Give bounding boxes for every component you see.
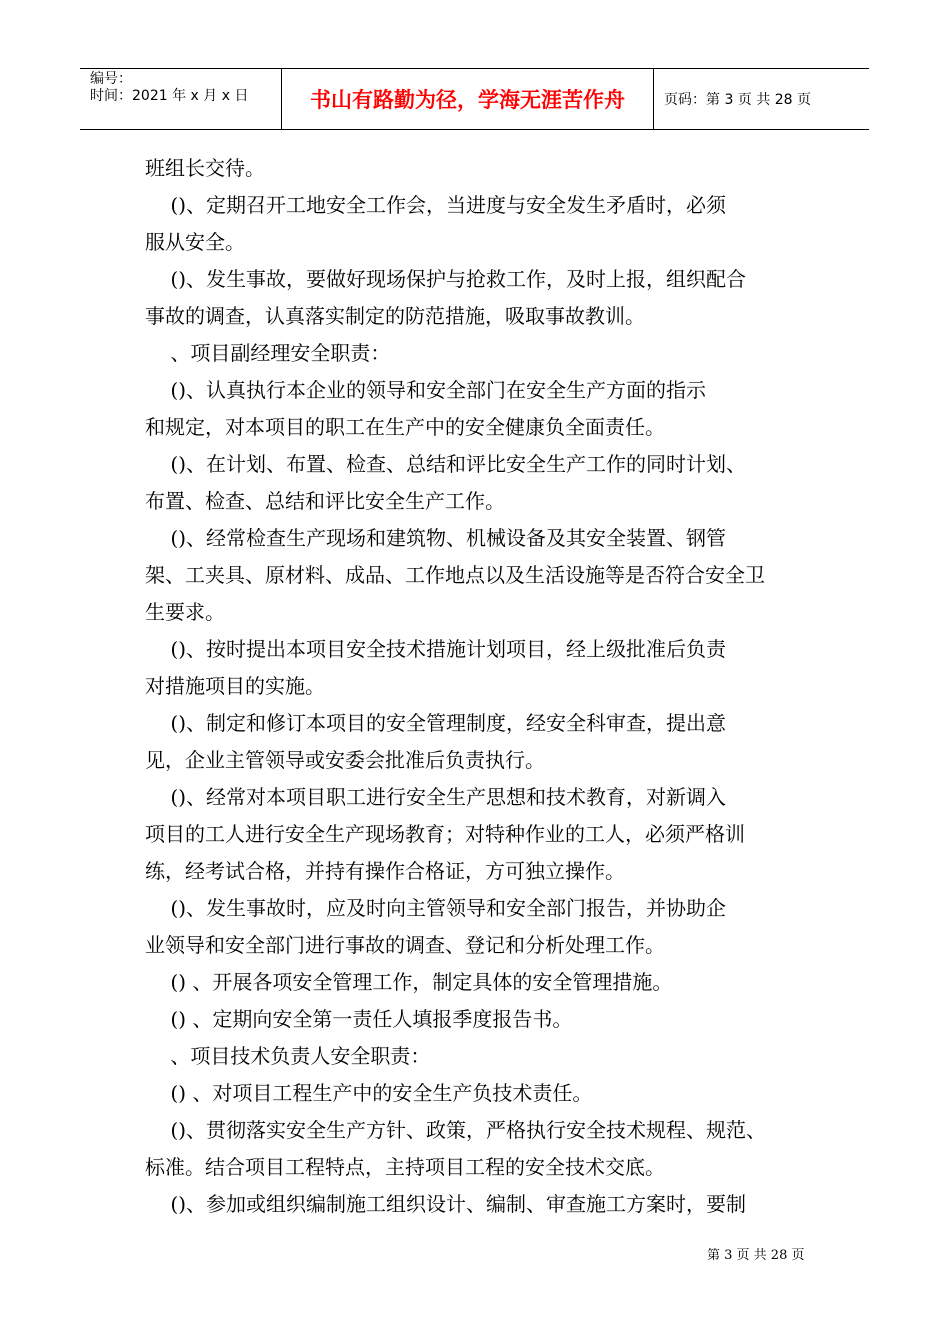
document-date-label: 时间：2021 年 x 月 x 日 <box>90 88 249 104</box>
body-text-line: ()、参加或组织编制施工组织设计、编制、审查施工方案时，要制 <box>145 1192 747 1216</box>
body-text-line: ()、认真执行本企业的领导和安全部门在安全生产方面的指示 <box>145 378 707 402</box>
body-text-line: ()、在计划、布置、检查、总结和评比安全生产工作的同时计划、 <box>145 452 747 476</box>
body-text-line: 标准。结合项目工程特点，主持项目工程的安全技术交底。 <box>145 1155 665 1179</box>
body-text-line: ()、制定和修订本项目的安全管理制度，经安全科审查，提出意 <box>145 711 727 735</box>
body-text-line: 生要求。 <box>145 600 225 624</box>
document-body <box>145 150 825 1223</box>
body-text-line: 练，经考试合格，并持有操作合格证，方可独立操作。 <box>145 859 625 883</box>
body-text-line: ()、发生事故，要做好现场保护与抢救工作，及时上报，组织配合 <box>145 267 747 291</box>
body-text-line: () 、对项目工程生产中的安全生产负技术责任。 <box>145 1081 593 1105</box>
body-text-line: 架、工夹具、原材料、成品、工作地点以及生活设施等是否符合安全卫 <box>145 563 765 587</box>
body-text-line: ()、按时提出本项目安全技术措施计划项目，经上级批准后负责 <box>145 637 727 661</box>
body-text-line: () 、开展各项安全管理工作，制定具体的安全管理措施。 <box>145 970 673 994</box>
body-text-line: 、项目副经理安全职责： <box>145 341 391 365</box>
header-motto: 书山有路勤为径，学海无涯苦作舟 <box>282 69 654 129</box>
body-text-line: 和规定，对本项目的职工在生产中的安全健康负全面责任。 <box>145 415 665 439</box>
header-meta <box>80 69 282 129</box>
body-text-line: 服从安全。 <box>145 230 245 254</box>
page-footer: 第 3 页 共 28 页 <box>707 1248 805 1263</box>
body-text-line: ()、贯彻落实安全生产方针、政策，严格执行安全技术规程、规范、 <box>145 1118 767 1142</box>
body-text-line: ()、经常对本项目职工进行安全生产思想和技术教育，对新调入 <box>145 785 727 809</box>
header-page-info: 页码：第 3 页 共 28 页 <box>664 92 811 108</box>
body-text-line: ()、定期召开工地安全工作会，当进度与安全发生矛盾时，必须 <box>145 193 727 217</box>
document-number-label: 编号： <box>90 71 132 87</box>
body-text-line: 见，企业主管领导或安委会批准后负责执行。 <box>145 748 545 772</box>
body-text-line: 对措施项目的实施。 <box>145 674 325 698</box>
body-text-line: 业领导和安全部门进行事故的调查、登记和分析处理工作。 <box>145 933 665 957</box>
body-text-line: ()、经常检查生产现场和建筑物、机械设备及其安全装置、钢管 <box>145 526 727 550</box>
body-text-line: () 、定期向安全第一责任人填报季度报告书。 <box>145 1007 573 1031</box>
body-text-line: 事故的调查，认真落实制定的防范措施，吸取事故教训。 <box>145 304 645 328</box>
body-text-line: 、项目技术负责人安全职责： <box>145 1044 431 1068</box>
body-text-line: 布置、检查、总结和评比安全生产工作。 <box>145 489 505 513</box>
body-text-line: 班组长交待。 <box>145 156 265 180</box>
body-text-line: ()、发生事故时，应及时向主管领导和安全部门报告，并协助企 <box>145 896 727 920</box>
page-header <box>80 68 869 130</box>
body-text-line: 项目的工人进行安全生产现场教育；对特种作业的工人，必须严格训 <box>145 822 745 846</box>
